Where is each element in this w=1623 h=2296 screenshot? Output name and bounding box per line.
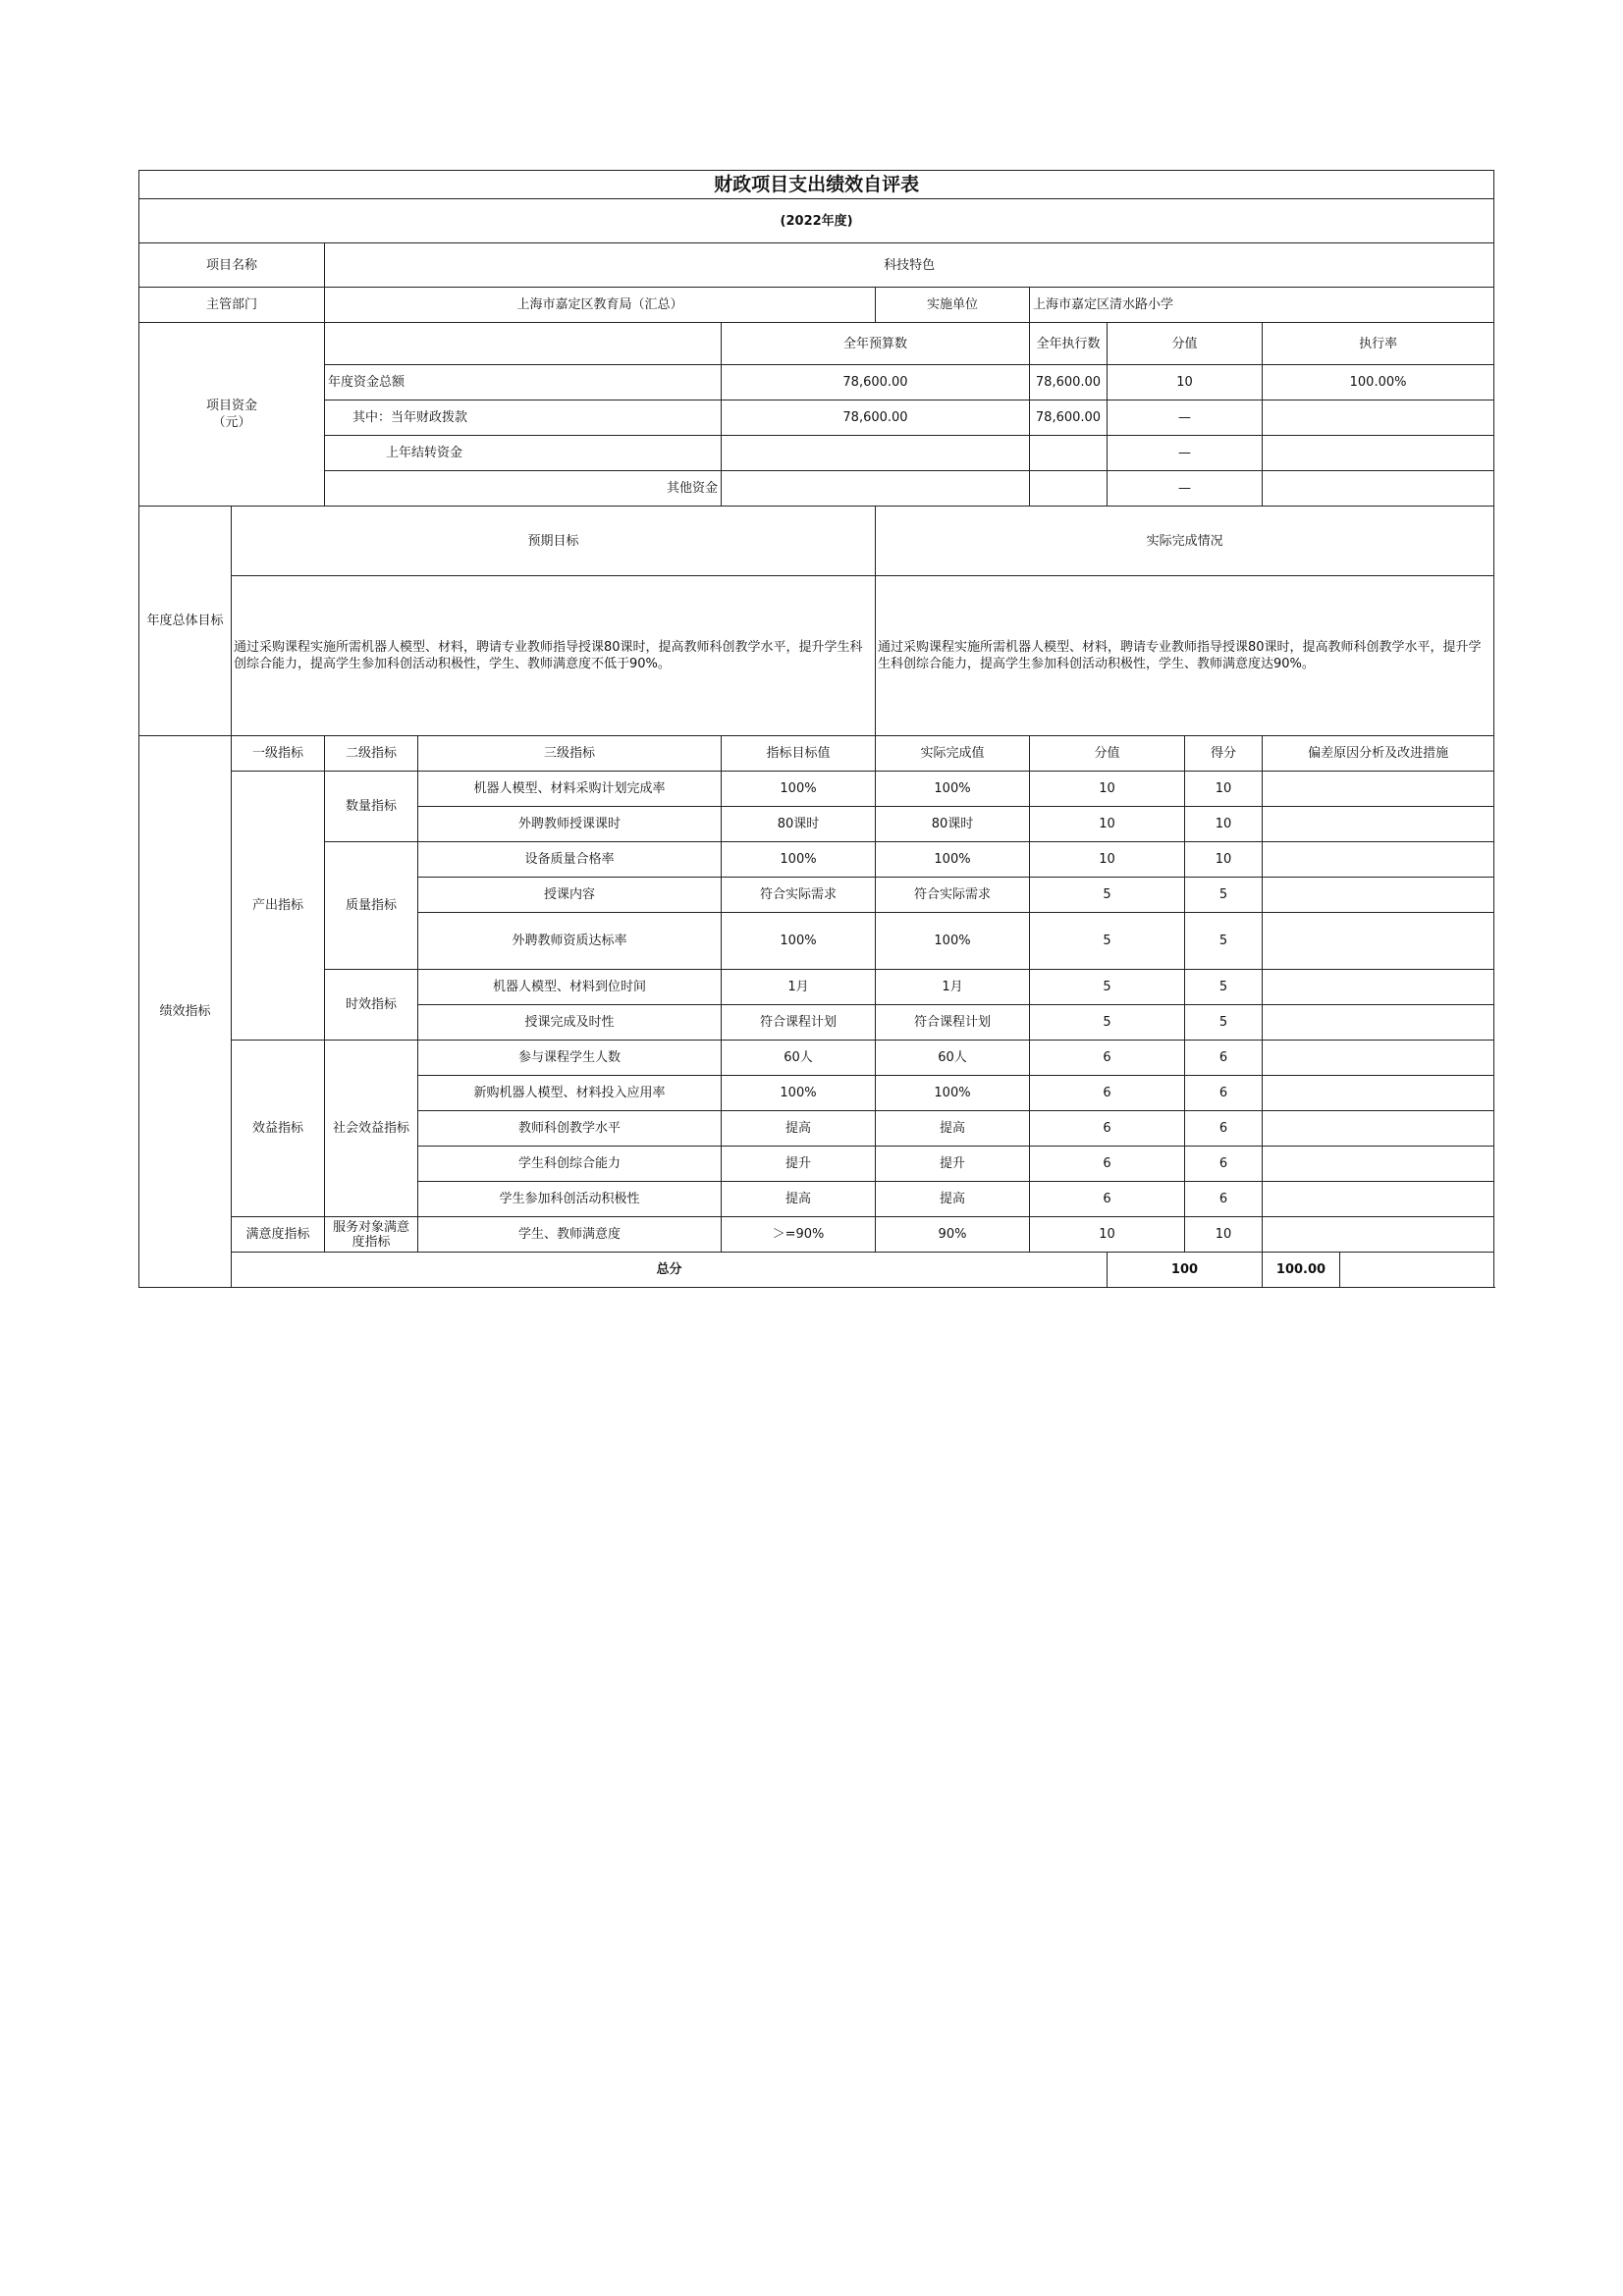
indicator-name: 教师科创教学水平 xyxy=(418,1111,722,1147)
funds-row-rate xyxy=(1263,436,1494,471)
funds-row-rate: 100.00% xyxy=(1263,365,1494,400)
indicator-score-value: 6 xyxy=(1030,1111,1185,1147)
indicator-reason xyxy=(1263,772,1494,807)
funds-row-score-value: 10 xyxy=(1108,365,1263,400)
indicator-reason xyxy=(1263,1111,1494,1147)
indicator-reason xyxy=(1263,970,1494,1005)
indicator-reason xyxy=(1263,878,1494,913)
expected-goal-header: 预期目标 xyxy=(232,507,876,576)
funds-row-score-value: — xyxy=(1108,400,1263,436)
indicator-name: 学生参加科创活动积极性 xyxy=(418,1182,722,1217)
indicator-header-level1: 一级指标 xyxy=(232,736,325,772)
funds-row-label: 年度资金总额 xyxy=(325,365,722,400)
indicator-actual: 100% xyxy=(876,1076,1030,1111)
indicator-score: 6 xyxy=(1185,1041,1263,1076)
indicator-score: 5 xyxy=(1185,878,1263,913)
indicator-score: 10 xyxy=(1185,1217,1263,1253)
funds-row-label: 其中：当年财政拨款 xyxy=(325,400,722,436)
funds-row-budget xyxy=(722,471,1030,507)
unit-label: 实施单位 xyxy=(876,288,1030,323)
indicator-actual: 100% xyxy=(876,842,1030,878)
evaluation-sheet xyxy=(138,170,1493,1288)
indicator-score-value: 10 xyxy=(1030,1217,1185,1253)
indicator-actual: 60人 xyxy=(876,1041,1030,1076)
indicator-target: 符合课程计划 xyxy=(722,1005,876,1041)
indicator-header-reason: 偏差原因分析及改进措施 xyxy=(1263,736,1494,772)
indicator-actual: 符合实际需求 xyxy=(876,878,1030,913)
dept-label: 主管部门 xyxy=(139,288,325,323)
indicator-score-value: 6 xyxy=(1030,1041,1185,1076)
total-label: 总分 xyxy=(232,1253,1108,1288)
indicator-header-score-value: 分值 xyxy=(1030,736,1185,772)
funds-row-label: 其他资金 xyxy=(325,471,722,507)
indicator-reason xyxy=(1263,1147,1494,1182)
project-name-label: 项目名称 xyxy=(139,243,325,288)
indicator-reason xyxy=(1263,913,1494,970)
funds-row-budget xyxy=(722,436,1030,471)
indicator-score: 10 xyxy=(1185,842,1263,878)
indicator-target: 符合实际需求 xyxy=(722,878,876,913)
funds-row-rate xyxy=(1263,400,1494,436)
dept-value: 上海市嘉定区教育局（汇总） xyxy=(325,288,876,323)
indicator-score-value: 6 xyxy=(1030,1147,1185,1182)
evaluation-table xyxy=(138,170,1494,1288)
level2-social-benefit: 社会效益指标 xyxy=(325,1041,418,1217)
indicator-header-score: 得分 xyxy=(1185,736,1263,772)
funds-row-exec xyxy=(1030,436,1108,471)
indicator-score-value: 10 xyxy=(1030,842,1185,878)
indicator-score: 6 xyxy=(1185,1076,1263,1111)
funds-header-exec: 全年执行数 xyxy=(1030,323,1108,365)
indicator-actual: 100% xyxy=(876,772,1030,807)
indicator-name: 授课内容 xyxy=(418,878,722,913)
indicator-reason xyxy=(1263,1005,1494,1041)
indicator-score-value: 6 xyxy=(1030,1076,1185,1111)
indicator-name: 学生、教师满意度 xyxy=(418,1217,722,1253)
indicator-actual: 提升 xyxy=(876,1147,1030,1182)
indicator-name: 外聘教师授课课时 xyxy=(418,807,722,842)
project-name-value: 科技特色 xyxy=(325,243,1494,288)
indicator-name: 学生科创综合能力 xyxy=(418,1147,722,1182)
actual-status-text: 通过采购课程实施所需机器人模型、材料，聘请专业教师指导授课80课时，提高教师科创教学水平，提升学生科创综合能力，提高学生参加科创活动积极性，学生、教师满意度达90%。 xyxy=(876,576,1494,736)
indicator-header-actual: 实际完成值 xyxy=(876,736,1030,772)
indicator-name: 授课完成及时性 xyxy=(418,1005,722,1041)
funds-row-budget: 78,600.00 xyxy=(722,400,1030,436)
annual-goal-label: 年度总体目标 xyxy=(139,507,232,736)
indicator-reason xyxy=(1263,1076,1494,1111)
funds-row-budget: 78,600.00 xyxy=(722,365,1030,400)
total-score-value: 100 xyxy=(1108,1253,1263,1288)
funds-header-blank xyxy=(325,323,722,365)
indicator-name: 机器人模型、材料采购计划完成率 xyxy=(418,772,722,807)
indicator-score-value: 10 xyxy=(1030,807,1185,842)
indicator-actual: 90% xyxy=(876,1217,1030,1253)
funds-row-label: 上年结转资金 xyxy=(325,436,722,471)
funds-label: 项目资金 （元） xyxy=(139,323,325,507)
funds-row-exec xyxy=(1030,471,1108,507)
level1-output: 产出指标 xyxy=(232,772,325,1041)
funds-row-exec: 78,600.00 xyxy=(1030,365,1108,400)
indicator-actual: 提高 xyxy=(876,1182,1030,1217)
expected-goal-text: 通过采购课程实施所需机器人模型、材料，聘请专业教师指导授课80课时，提高教师科创教学水平，提升学生科创综合能力，提高学生参加科创活动积极性，学生、教师满意度不低于90%。 xyxy=(232,576,876,736)
indicator-score: 5 xyxy=(1185,1005,1263,1041)
indicator-name: 参与课程学生人数 xyxy=(418,1041,722,1076)
indicator-score-value: 5 xyxy=(1030,913,1185,970)
indicator-score: 5 xyxy=(1185,913,1263,970)
indicator-score-value: 5 xyxy=(1030,970,1185,1005)
funds-row-score-value: — xyxy=(1108,436,1263,471)
indicator-target: 提升 xyxy=(722,1147,876,1182)
indicator-score: 6 xyxy=(1185,1182,1263,1217)
indicator-target: 100% xyxy=(722,913,876,970)
level2-quantity: 数量指标 xyxy=(325,772,418,842)
indicator-target: 提高 xyxy=(722,1182,876,1217)
level1-satisfaction: 满意度指标 xyxy=(232,1217,325,1253)
indicator-name: 设备质量合格率 xyxy=(418,842,722,878)
indicator-score: 5 xyxy=(1185,970,1263,1005)
indicator-reason xyxy=(1263,842,1494,878)
indicator-target: 80课时 xyxy=(722,807,876,842)
funds-row-exec: 78,600.00 xyxy=(1030,400,1108,436)
page-title: 财政项目支出绩效自评表 xyxy=(139,171,1494,199)
indicator-name: 外聘教师资质达标率 xyxy=(418,913,722,970)
total-reason xyxy=(1340,1253,1494,1288)
indicator-target: 100% xyxy=(722,772,876,807)
indicator-header-level3: 三级指标 xyxy=(418,736,722,772)
indicator-name: 新购机器人模型、材料投入应用率 xyxy=(418,1076,722,1111)
indicator-actual: 100% xyxy=(876,913,1030,970)
funds-row-score-value: — xyxy=(1108,471,1263,507)
indicator-score: 10 xyxy=(1185,807,1263,842)
indicator-actual: 符合课程计划 xyxy=(876,1005,1030,1041)
indicator-header-level2: 二级指标 xyxy=(325,736,418,772)
indicator-score-value: 5 xyxy=(1030,878,1185,913)
indicator-score-value: 6 xyxy=(1030,1182,1185,1217)
indicator-reason xyxy=(1263,1041,1494,1076)
indicator-target: 100% xyxy=(722,842,876,878)
indicator-actual: 提高 xyxy=(876,1111,1030,1147)
indicator-header-target: 指标目标值 xyxy=(722,736,876,772)
funds-row-rate xyxy=(1263,471,1494,507)
indicator-score: 10 xyxy=(1185,772,1263,807)
indicator-reason xyxy=(1263,1182,1494,1217)
indicator-score: 6 xyxy=(1185,1147,1263,1182)
indicator-score-value: 5 xyxy=(1030,1005,1185,1041)
level2-service-satisfaction: 服务对象满意度指标 xyxy=(325,1217,418,1253)
indicator-name: 机器人模型、材料到位时间 xyxy=(418,970,722,1005)
level2-quality: 质量指标 xyxy=(325,842,418,970)
indicator-score-value: 10 xyxy=(1030,772,1185,807)
indicator-target: ＞=90% xyxy=(722,1217,876,1253)
indicator-target: 60人 xyxy=(722,1041,876,1076)
level2-timeliness: 时效指标 xyxy=(325,970,418,1041)
actual-status-header: 实际完成情况 xyxy=(876,507,1494,576)
funds-header-score-value: 分值 xyxy=(1108,323,1263,365)
total-score: 100.00 xyxy=(1263,1253,1340,1288)
indicator-reason xyxy=(1263,807,1494,842)
indicator-reason xyxy=(1263,1217,1494,1253)
funds-header-budget: 全年预算数 xyxy=(722,323,1030,365)
year-label: (2022年度) xyxy=(139,199,1494,243)
unit-value: 上海市嘉定区清水路小学 xyxy=(1030,288,1494,323)
indicator-actual: 80课时 xyxy=(876,807,1030,842)
indicator-score: 6 xyxy=(1185,1111,1263,1147)
indicator-target: 提高 xyxy=(722,1111,876,1147)
indicator-target: 100% xyxy=(722,1076,876,1111)
indicators-label: 绩效指标 xyxy=(139,736,232,1288)
indicator-target: 1月 xyxy=(722,970,876,1005)
level1-benefit: 效益指标 xyxy=(232,1041,325,1217)
indicator-actual: 1月 xyxy=(876,970,1030,1005)
funds-header-rate: 执行率 xyxy=(1263,323,1494,365)
